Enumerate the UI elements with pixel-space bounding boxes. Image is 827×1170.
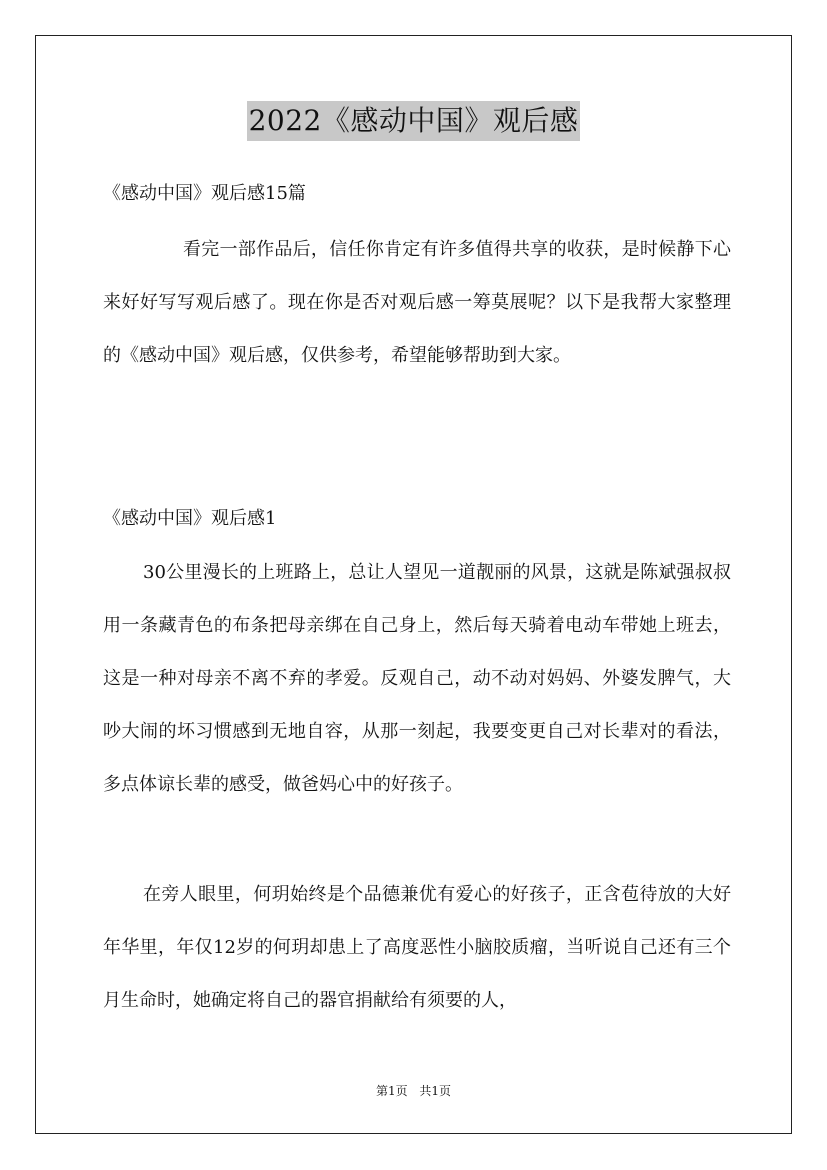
document-subtitle: 《感动中国》观后感15篇 (103, 183, 306, 204)
page-total: 共1页 (419, 1084, 452, 1098)
body-paragraph: 30公里漫长的上班路上，总让人望见一道靓丽的风景，这就是陈斌强叔叔用一条藏青色的布条把母亲绑在自己身上，然后每天骑着电动车带她上班去，这是一种对母亲不离不弃的孝爱。反观自己，动不动对妈妈、外婆发脾气，大吵大闹的坏习惯感到无地自容，从那一刻起，我要变更自己对长辈对的看法，多点体谅长辈的感受，做爸妈心中的好孩子。 (103, 562, 731, 795)
body-paragraph: 在旁人眼里，何玥始终是个品德兼优有爱心的好孩子，正含苞待放的大好年华里，年仅12岁的何玥却患上了高度恶性小脑胶质瘤，当听说自己还有三个月生命时，她确定将自己的器官捐献给有须要的人， (103, 884, 731, 1011)
intro-paragraph: 看完一部作品后，信任你肯定有许多值得共享的收获，是时候静下心来好好写写观后感了。现在你是否对观后感一筹莫展呢？以下是我帮大家整理的《感动中国》观后感，仅供参考，希望能够帮助到大家。 (103, 239, 731, 366)
page-number: 第1页 (375, 1084, 408, 1098)
title-container (0, 101, 827, 141)
page-footer (0, 1082, 827, 1100)
section-heading: 《感动中国》观后感1 (103, 508, 277, 529)
document-title: 2022《感动中国》观后感 (247, 101, 581, 141)
